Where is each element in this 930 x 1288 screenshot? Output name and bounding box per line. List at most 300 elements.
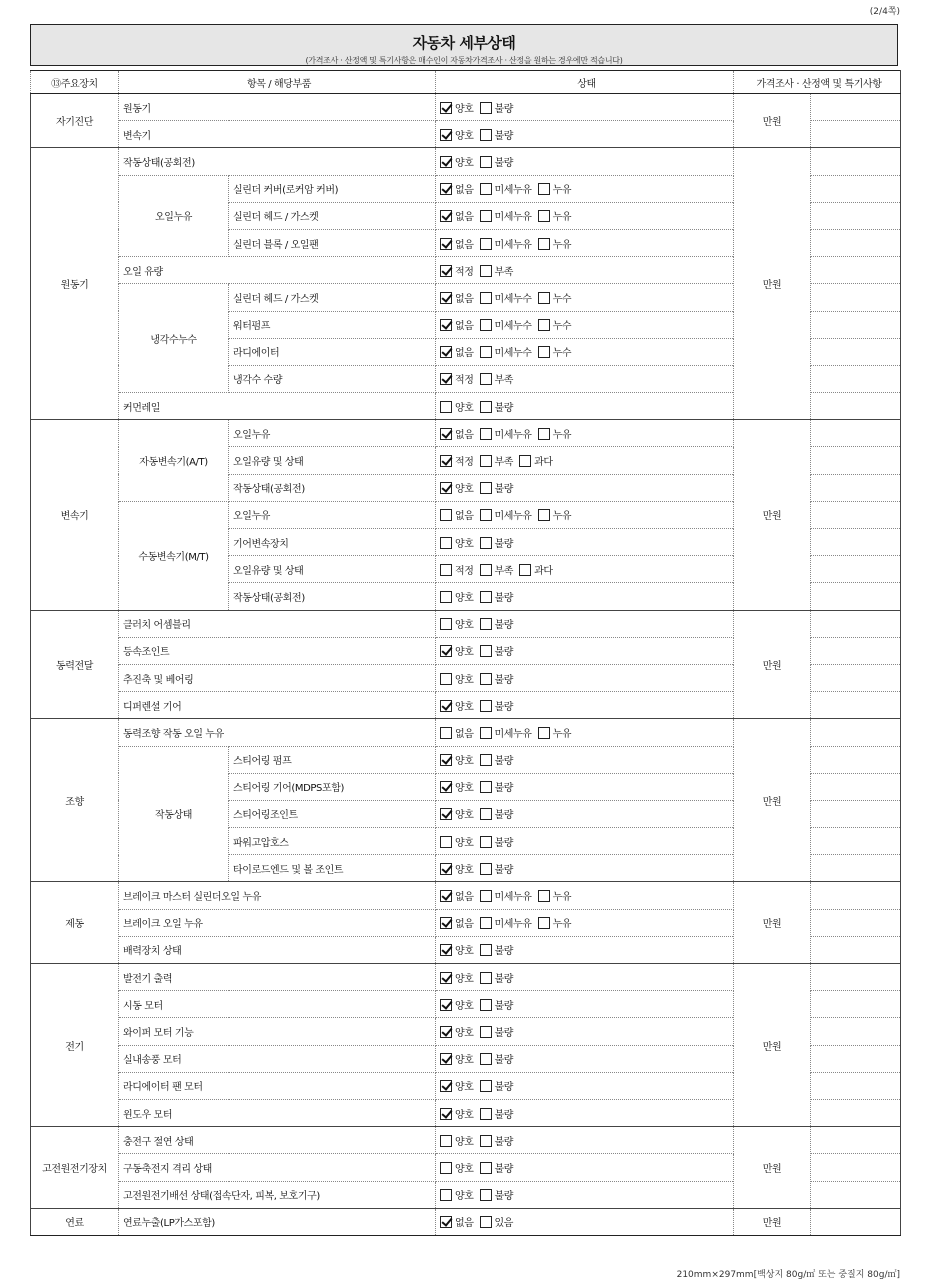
sub-group-label: 수동변속기(M/T) bbox=[119, 501, 229, 610]
status-option[interactable] bbox=[519, 562, 553, 577]
status-option[interactable] bbox=[440, 997, 474, 1012]
note-field[interactable] bbox=[811, 202, 901, 229]
status-cell bbox=[436, 991, 734, 1018]
checkbox-icon[interactable] bbox=[538, 509, 550, 521]
status-option[interactable] bbox=[440, 562, 474, 577]
checkbox-icon[interactable] bbox=[440, 1189, 452, 1201]
status-option[interactable] bbox=[538, 344, 572, 359]
note-field[interactable] bbox=[811, 1045, 901, 1072]
checkbox-icon[interactable] bbox=[538, 292, 550, 304]
status-option[interactable] bbox=[480, 562, 514, 577]
status-option[interactable] bbox=[440, 1160, 474, 1175]
checkbox-icon[interactable] bbox=[480, 265, 492, 277]
status-option[interactable] bbox=[440, 181, 474, 196]
table-row bbox=[31, 94, 901, 121]
status-option[interactable] bbox=[480, 399, 514, 414]
checkbox-icon[interactable] bbox=[519, 455, 531, 467]
status-option[interactable] bbox=[440, 507, 474, 522]
checkbox-icon[interactable] bbox=[440, 509, 452, 521]
checkbox-icon[interactable] bbox=[480, 1189, 492, 1201]
checked-checkbox-icon[interactable] bbox=[440, 428, 452, 440]
checkbox-icon[interactable] bbox=[480, 183, 492, 195]
checkbox-icon[interactable] bbox=[480, 727, 492, 739]
part-label: 오일누유 bbox=[229, 420, 436, 447]
note-field[interactable] bbox=[811, 964, 901, 991]
checked-checkbox-icon[interactable] bbox=[440, 999, 452, 1011]
item-label: 구동축전지 격리 상태 bbox=[119, 1154, 436, 1181]
checked-checkbox-icon[interactable] bbox=[440, 808, 452, 820]
status-option[interactable] bbox=[480, 970, 514, 985]
checked-checkbox-icon[interactable] bbox=[440, 238, 452, 250]
checked-checkbox-icon[interactable] bbox=[440, 1216, 452, 1228]
status-option[interactable] bbox=[480, 453, 514, 468]
checkbox-icon[interactable] bbox=[538, 346, 550, 358]
status-option-label: 미세누수 bbox=[494, 348, 532, 360]
note-field[interactable] bbox=[811, 529, 901, 556]
checkbox-icon[interactable] bbox=[440, 401, 452, 413]
note-field[interactable] bbox=[811, 692, 901, 719]
part-label: 오일유량 및 상태 bbox=[229, 556, 436, 583]
note-field[interactable] bbox=[811, 583, 901, 610]
note-field[interactable] bbox=[811, 175, 901, 202]
status-option[interactable] bbox=[480, 915, 532, 930]
status-option[interactable] bbox=[440, 970, 474, 985]
table-row bbox=[31, 610, 901, 637]
checkbox-icon[interactable] bbox=[538, 210, 550, 222]
checkbox-icon[interactable] bbox=[538, 917, 550, 929]
status-option[interactable] bbox=[440, 480, 474, 495]
note-field[interactable] bbox=[811, 284, 901, 311]
status-option-label: 불량 bbox=[494, 1027, 514, 1039]
status-option-label: 미세누유 bbox=[494, 728, 532, 740]
status-option-label: 양호 bbox=[455, 1000, 474, 1012]
status-option[interactable] bbox=[440, 100, 474, 115]
status-cell bbox=[436, 773, 734, 800]
status-option[interactable] bbox=[480, 236, 532, 251]
status-option[interactable] bbox=[440, 1133, 474, 1148]
status-option-label: 없음 bbox=[455, 239, 474, 251]
note-field[interactable] bbox=[811, 800, 901, 827]
status-cell bbox=[436, 1072, 734, 1099]
status-option[interactable] bbox=[480, 507, 532, 522]
checkbox-icon[interactable] bbox=[480, 428, 492, 440]
status-cell bbox=[436, 148, 734, 175]
note-field[interactable] bbox=[811, 121, 901, 148]
status-cell bbox=[436, 556, 734, 583]
checkbox-icon[interactable] bbox=[440, 1162, 452, 1174]
status-option-label: 양호 bbox=[455, 864, 474, 876]
status-option[interactable] bbox=[440, 236, 474, 251]
status-option-label: 없음 bbox=[455, 919, 474, 931]
checked-checkbox-icon[interactable] bbox=[440, 482, 452, 494]
status-option[interactable] bbox=[480, 779, 514, 794]
note-field[interactable] bbox=[811, 501, 901, 528]
status-option[interactable] bbox=[440, 317, 474, 332]
status-option[interactable] bbox=[440, 1078, 474, 1093]
note-field[interactable] bbox=[811, 393, 901, 420]
status-option[interactable] bbox=[480, 371, 514, 386]
checkbox-icon[interactable] bbox=[480, 944, 492, 956]
note-field[interactable] bbox=[811, 229, 901, 256]
checked-checkbox-icon[interactable] bbox=[440, 265, 452, 277]
status-option-label: 불량 bbox=[494, 103, 514, 115]
part-label: 기어변속장치 bbox=[229, 529, 436, 556]
note-field[interactable] bbox=[811, 1099, 901, 1126]
checkbox-icon[interactable] bbox=[480, 673, 492, 685]
status-option[interactable] bbox=[440, 861, 474, 876]
checkbox-icon[interactable] bbox=[538, 727, 550, 739]
checked-checkbox-icon[interactable] bbox=[440, 754, 452, 766]
status-option[interactable] bbox=[440, 154, 474, 169]
note-field[interactable] bbox=[811, 474, 901, 501]
checkbox-icon[interactable] bbox=[480, 1080, 492, 1092]
status-option-label: 없음 bbox=[455, 511, 474, 523]
checkbox-icon[interactable] bbox=[440, 673, 452, 685]
checkbox-icon[interactable] bbox=[480, 836, 492, 848]
note-field[interactable] bbox=[811, 991, 901, 1018]
checkbox-icon[interactable] bbox=[538, 890, 550, 902]
checkbox-icon[interactable] bbox=[480, 972, 492, 984]
checkbox-icon[interactable] bbox=[480, 537, 492, 549]
status-option[interactable] bbox=[480, 616, 514, 631]
checkbox-icon[interactable] bbox=[480, 373, 492, 385]
status-option[interactable] bbox=[480, 154, 514, 169]
checkbox-icon[interactable] bbox=[440, 618, 452, 630]
note-field[interactable] bbox=[811, 338, 901, 365]
status-option[interactable] bbox=[538, 236, 572, 251]
status-option[interactable] bbox=[480, 426, 532, 441]
status-option[interactable] bbox=[480, 1214, 514, 1229]
status-option[interactable] bbox=[480, 290, 532, 305]
status-option-label: 불량 bbox=[494, 837, 514, 849]
status-option[interactable] bbox=[480, 317, 532, 332]
checked-checkbox-icon[interactable] bbox=[440, 156, 452, 168]
checkbox-icon[interactable] bbox=[519, 564, 531, 576]
status-option-label: 미세누유 bbox=[494, 511, 532, 523]
status-option[interactable] bbox=[440, 698, 474, 713]
checked-checkbox-icon[interactable] bbox=[440, 863, 452, 875]
status-option[interactable] bbox=[538, 290, 572, 305]
checkbox-icon[interactable] bbox=[480, 917, 492, 929]
item-label: 실내송풍 모터 bbox=[119, 1045, 436, 1072]
status-option[interactable] bbox=[538, 426, 572, 441]
status-option[interactable] bbox=[440, 725, 474, 740]
note-field[interactable] bbox=[811, 828, 901, 855]
status-option[interactable] bbox=[538, 181, 572, 196]
status-option-label: 누유 bbox=[552, 239, 572, 251]
sub-group-label: 오일누유 bbox=[119, 175, 229, 257]
status-option[interactable] bbox=[480, 888, 532, 903]
note-field[interactable] bbox=[811, 909, 901, 936]
status-option[interactable] bbox=[440, 806, 474, 821]
status-option[interactable] bbox=[440, 616, 474, 631]
checked-checkbox-icon[interactable] bbox=[440, 292, 452, 304]
checkbox-icon[interactable] bbox=[480, 238, 492, 250]
status-option[interactable] bbox=[480, 589, 514, 604]
status-option[interactable] bbox=[440, 127, 474, 142]
status-option[interactable] bbox=[440, 399, 474, 414]
sub-group-label: 자동변속기(A/T) bbox=[119, 420, 229, 502]
note-field[interactable] bbox=[811, 1072, 901, 1099]
status-option[interactable] bbox=[538, 208, 572, 223]
item-label: 원동기 bbox=[119, 94, 436, 121]
status-option-label: 없음 bbox=[455, 892, 474, 904]
checked-checkbox-icon[interactable] bbox=[440, 700, 452, 712]
checkbox-icon[interactable] bbox=[480, 509, 492, 521]
status-option-label: 부족 bbox=[494, 266, 514, 278]
status-option[interactable] bbox=[440, 535, 474, 550]
status-option[interactable] bbox=[480, 127, 514, 142]
status-option[interactable] bbox=[480, 480, 514, 495]
checked-checkbox-icon[interactable] bbox=[440, 210, 452, 222]
checkbox-icon[interactable] bbox=[440, 537, 452, 549]
checkbox-icon[interactable] bbox=[538, 183, 550, 195]
note-field[interactable] bbox=[811, 556, 901, 583]
checkbox-icon[interactable] bbox=[480, 102, 492, 114]
checkbox-icon[interactable] bbox=[480, 346, 492, 358]
checked-checkbox-icon[interactable] bbox=[440, 129, 452, 141]
checkbox-icon[interactable] bbox=[440, 591, 452, 603]
price-unit: 만원 bbox=[734, 1127, 811, 1209]
status-option[interactable] bbox=[480, 861, 514, 876]
checkbox-icon[interactable] bbox=[538, 428, 550, 440]
status-option[interactable] bbox=[440, 1106, 474, 1121]
status-cell bbox=[436, 121, 734, 148]
status-option[interactable] bbox=[480, 1133, 514, 1148]
status-option[interactable] bbox=[480, 1106, 514, 1121]
checked-checkbox-icon[interactable] bbox=[440, 346, 452, 358]
note-field[interactable] bbox=[811, 148, 901, 175]
status-option[interactable] bbox=[480, 1051, 514, 1066]
checked-checkbox-icon[interactable] bbox=[440, 781, 452, 793]
status-option[interactable] bbox=[480, 1024, 514, 1039]
status-option[interactable] bbox=[480, 671, 514, 686]
status-option[interactable] bbox=[440, 779, 474, 794]
status-option[interactable] bbox=[440, 344, 474, 359]
checkbox-icon[interactable] bbox=[480, 1162, 492, 1174]
status-option[interactable] bbox=[538, 888, 572, 903]
checked-checkbox-icon[interactable] bbox=[440, 645, 452, 657]
status-option[interactable] bbox=[440, 1024, 474, 1039]
status-option[interactable] bbox=[440, 752, 474, 767]
part-label: 실린더 헤드 / 가스켓 bbox=[229, 284, 436, 311]
status-option[interactable] bbox=[480, 208, 532, 223]
price-unit: 만원 bbox=[734, 1208, 811, 1235]
checkbox-icon[interactable] bbox=[480, 863, 492, 875]
status-option-label: 양호 bbox=[455, 157, 474, 169]
checkbox-icon[interactable] bbox=[480, 455, 492, 467]
checked-checkbox-icon[interactable] bbox=[440, 944, 452, 956]
checkbox-icon[interactable] bbox=[480, 1135, 492, 1147]
checked-checkbox-icon[interactable] bbox=[440, 373, 452, 385]
note-field[interactable] bbox=[811, 365, 901, 392]
status-option[interactable] bbox=[440, 888, 474, 903]
status-option-label: 불량 bbox=[494, 402, 514, 414]
status-option-label: 불량 bbox=[494, 1136, 514, 1148]
table-row bbox=[31, 882, 901, 909]
status-cell bbox=[436, 1045, 734, 1072]
checkbox-icon[interactable] bbox=[480, 1026, 492, 1038]
status-option[interactable] bbox=[480, 997, 514, 1012]
checkbox-icon[interactable] bbox=[480, 1216, 492, 1228]
status-option[interactable] bbox=[480, 725, 532, 740]
status-option[interactable] bbox=[480, 1160, 514, 1175]
note-field[interactable] bbox=[811, 1127, 901, 1154]
status-option[interactable] bbox=[480, 344, 532, 359]
checkbox-icon[interactable] bbox=[480, 890, 492, 902]
status-option-label: 양호 bbox=[455, 1191, 474, 1203]
status-cell bbox=[436, 882, 734, 909]
checkbox-icon[interactable] bbox=[480, 808, 492, 820]
price-unit: 만원 bbox=[734, 882, 811, 964]
status-option[interactable] bbox=[480, 806, 514, 821]
checkbox-icon[interactable] bbox=[440, 727, 452, 739]
note-field[interactable] bbox=[811, 936, 901, 963]
status-option[interactable] bbox=[480, 942, 514, 957]
checked-checkbox-icon[interactable] bbox=[440, 890, 452, 902]
checkbox-icon[interactable] bbox=[480, 210, 492, 222]
note-field[interactable] bbox=[811, 773, 901, 800]
checkbox-icon[interactable] bbox=[480, 1053, 492, 1065]
device-category: 전기 bbox=[31, 964, 119, 1127]
checked-checkbox-icon[interactable] bbox=[440, 183, 452, 195]
status-option[interactable] bbox=[480, 263, 514, 278]
checked-checkbox-icon[interactable] bbox=[440, 1053, 452, 1065]
status-cell bbox=[436, 501, 734, 528]
note-field[interactable] bbox=[811, 1154, 901, 1181]
note-field[interactable] bbox=[811, 855, 901, 882]
note-field[interactable] bbox=[811, 447, 901, 474]
status-option[interactable] bbox=[480, 1187, 514, 1202]
status-option[interactable] bbox=[440, 263, 474, 278]
status-option[interactable] bbox=[440, 453, 474, 468]
header-item: 항목 / 해당부품 bbox=[119, 71, 436, 94]
device-category: 제동 bbox=[31, 882, 119, 964]
status-cell bbox=[436, 420, 734, 447]
status-option[interactable] bbox=[440, 834, 474, 849]
checkbox-icon[interactable] bbox=[480, 999, 492, 1011]
note-field[interactable] bbox=[811, 746, 901, 773]
checked-checkbox-icon[interactable] bbox=[440, 319, 452, 331]
status-option-label: 적정 bbox=[455, 266, 474, 278]
status-option[interactable] bbox=[480, 535, 514, 550]
status-option[interactable] bbox=[440, 208, 474, 223]
status-option[interactable] bbox=[440, 915, 474, 930]
status-option[interactable] bbox=[440, 643, 474, 658]
status-option-label: 부족 bbox=[494, 375, 514, 387]
status-option[interactable] bbox=[480, 643, 514, 658]
checked-checkbox-icon[interactable] bbox=[440, 1026, 452, 1038]
checkbox-icon[interactable] bbox=[480, 754, 492, 766]
status-option[interactable] bbox=[480, 752, 514, 767]
item-label: 브레이크 마스터 실린더오일 누유 bbox=[119, 882, 436, 909]
checkbox-icon[interactable] bbox=[480, 156, 492, 168]
status-option[interactable] bbox=[538, 507, 572, 522]
item-label: 작동상태(공회전) bbox=[119, 148, 436, 175]
note-field[interactable] bbox=[811, 1018, 901, 1045]
checkbox-icon[interactable] bbox=[440, 564, 452, 576]
note-field[interactable] bbox=[811, 1181, 901, 1208]
note-field[interactable] bbox=[811, 610, 901, 637]
checked-checkbox-icon[interactable] bbox=[440, 455, 452, 467]
status-cell bbox=[436, 365, 734, 392]
note-field[interactable] bbox=[811, 719, 901, 746]
note-field[interactable] bbox=[811, 94, 901, 121]
checkbox-icon[interactable] bbox=[480, 781, 492, 793]
status-option[interactable] bbox=[519, 453, 553, 468]
status-option[interactable] bbox=[440, 1187, 474, 1202]
status-option[interactable] bbox=[480, 834, 514, 849]
checkbox-icon[interactable] bbox=[538, 319, 550, 331]
checked-checkbox-icon[interactable] bbox=[440, 102, 452, 114]
status-option[interactable] bbox=[538, 317, 572, 332]
status-option[interactable] bbox=[440, 589, 474, 604]
status-option-label: 양호 bbox=[455, 1163, 474, 1175]
status-option-label: 미세누유 bbox=[494, 185, 532, 197]
note-field[interactable] bbox=[811, 420, 901, 447]
checkbox-icon[interactable] bbox=[440, 1135, 452, 1147]
checkbox-icon[interactable] bbox=[480, 129, 492, 141]
checkbox-icon[interactable] bbox=[480, 645, 492, 657]
status-cell bbox=[436, 447, 734, 474]
device-category: 자기진단 bbox=[31, 94, 119, 148]
status-option[interactable] bbox=[440, 1051, 474, 1066]
checkbox-icon[interactable] bbox=[480, 401, 492, 413]
note-field[interactable] bbox=[811, 664, 901, 691]
header-price: 가격조사 · 산정액 및 특기사항 bbox=[734, 71, 901, 94]
checkbox-icon[interactable] bbox=[480, 618, 492, 630]
status-option[interactable] bbox=[440, 671, 474, 686]
note-field[interactable] bbox=[811, 1208, 901, 1235]
note-field[interactable] bbox=[811, 882, 901, 909]
checkbox-icon[interactable] bbox=[440, 836, 452, 848]
status-option[interactable] bbox=[440, 290, 474, 305]
status-option[interactable] bbox=[480, 698, 514, 713]
checked-checkbox-icon[interactable] bbox=[440, 1080, 452, 1092]
checkbox-icon[interactable] bbox=[480, 292, 492, 304]
status-option[interactable] bbox=[440, 426, 474, 441]
checkbox-icon[interactable] bbox=[480, 591, 492, 603]
status-cell bbox=[436, 692, 734, 719]
checked-checkbox-icon[interactable] bbox=[440, 972, 452, 984]
sub-group-label: 작동상태 bbox=[119, 746, 229, 882]
checkbox-icon[interactable] bbox=[480, 700, 492, 712]
footer-spec: 210mm×297mm[백상지 80g/㎡ 또는 중질지 80g/㎡] bbox=[676, 1270, 900, 1280]
checkbox-icon[interactable] bbox=[538, 238, 550, 250]
item-label: 동력조향 작동 오일 누유 bbox=[119, 719, 436, 746]
status-option-label: 불량 bbox=[494, 973, 514, 985]
checkbox-icon[interactable] bbox=[480, 1108, 492, 1120]
status-option[interactable] bbox=[538, 725, 572, 740]
checkbox-icon[interactable] bbox=[480, 564, 492, 576]
checkbox-icon[interactable] bbox=[480, 319, 492, 331]
checked-checkbox-icon[interactable] bbox=[440, 917, 452, 929]
status-option[interactable] bbox=[480, 100, 514, 115]
note-field[interactable] bbox=[811, 637, 901, 664]
status-cell bbox=[436, 637, 734, 664]
status-option[interactable] bbox=[480, 1078, 514, 1093]
status-option[interactable] bbox=[480, 181, 532, 196]
note-field[interactable] bbox=[811, 257, 901, 284]
price-unit: 만원 bbox=[734, 148, 811, 420]
status-option[interactable] bbox=[440, 942, 474, 957]
checked-checkbox-icon[interactable] bbox=[440, 1108, 452, 1120]
status-option[interactable] bbox=[538, 915, 572, 930]
status-option[interactable] bbox=[440, 1214, 474, 1229]
status-option[interactable] bbox=[440, 371, 474, 386]
checkbox-icon[interactable] bbox=[480, 482, 492, 494]
note-field[interactable] bbox=[811, 311, 901, 338]
